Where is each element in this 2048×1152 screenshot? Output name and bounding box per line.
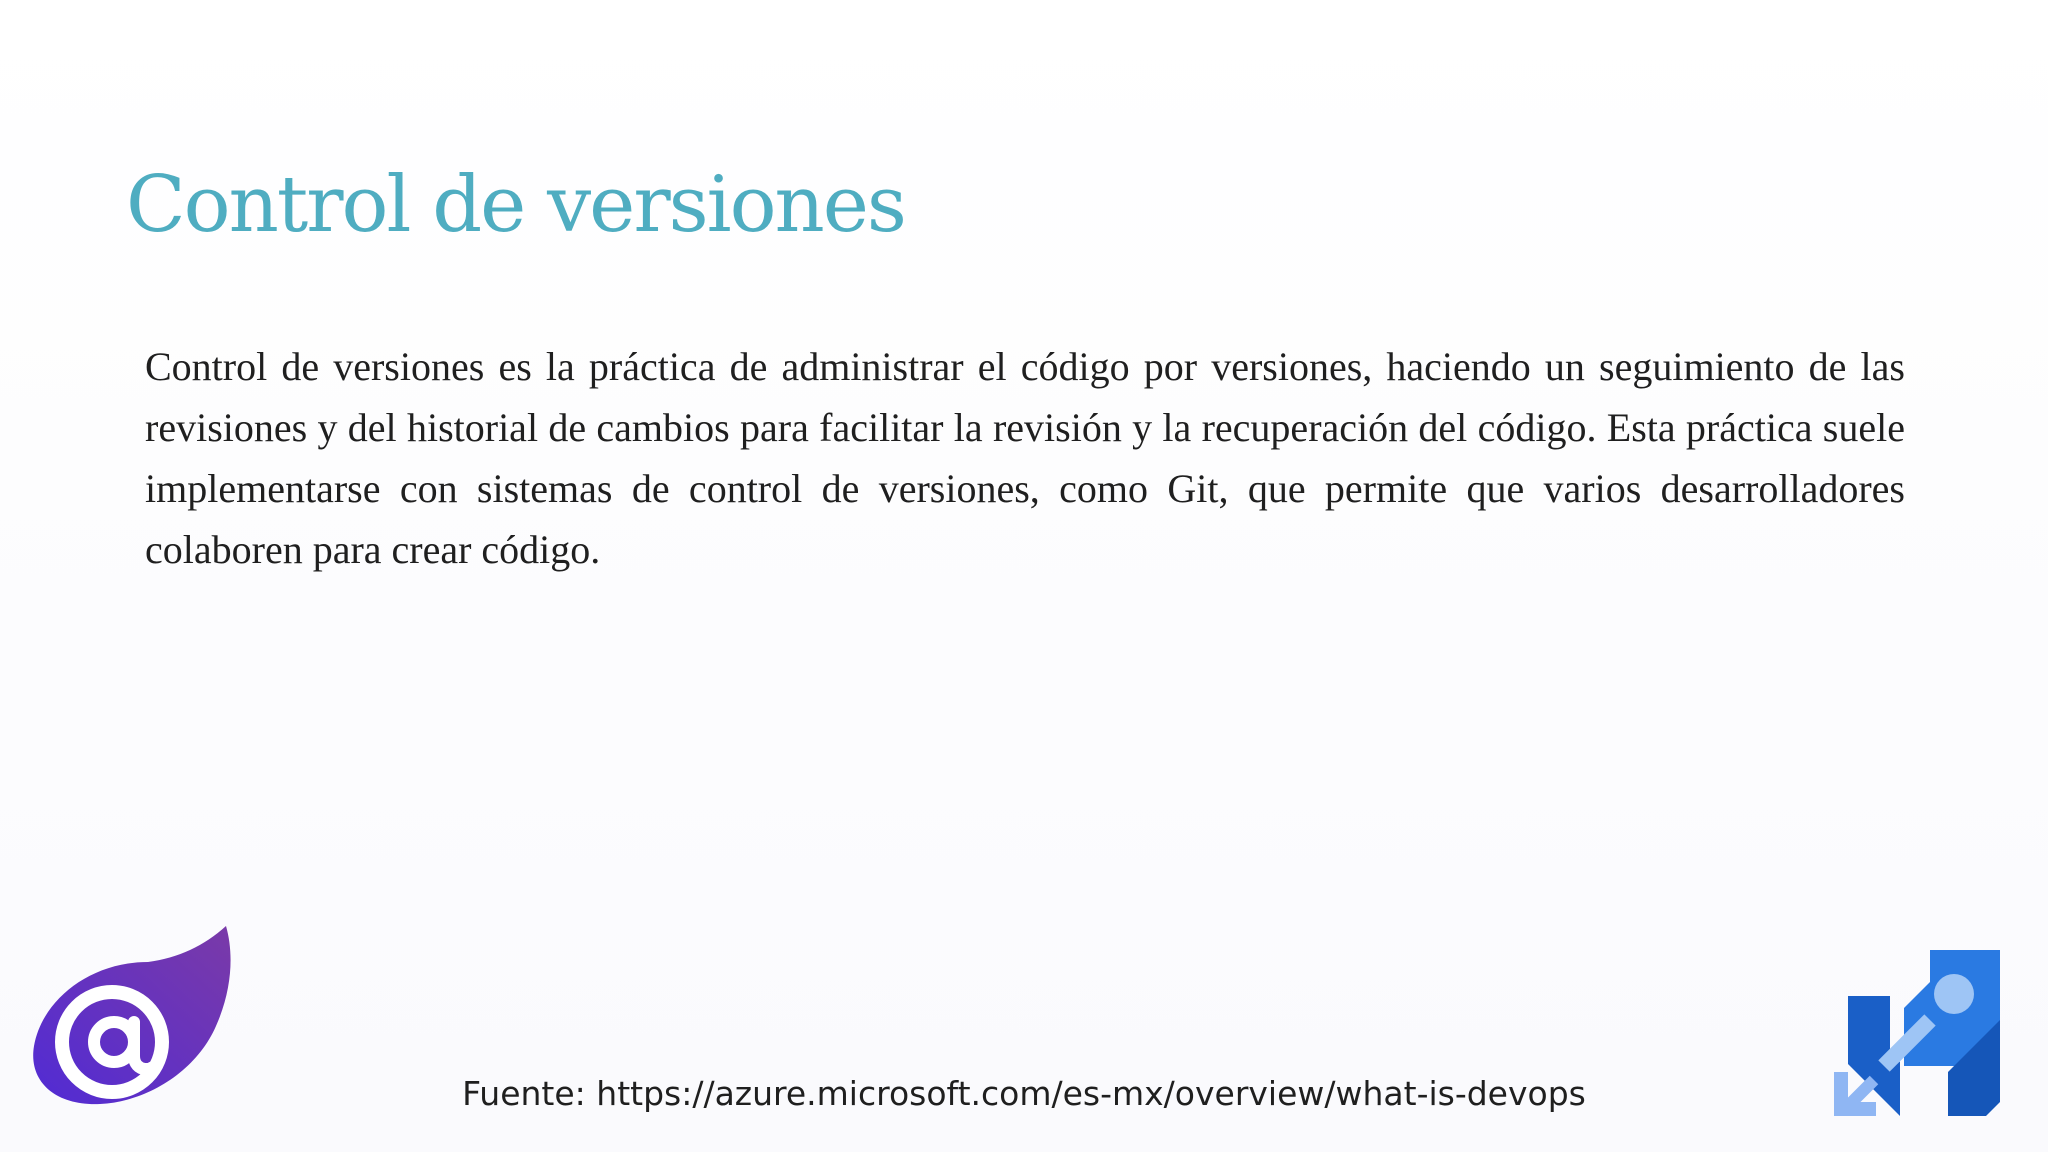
- slide-body-text: Control de versiones es la práctica de administrar el código por versiones, haciendo un seguimiento de las revisiones y del historial de cambios para facilitar la revisión y la recuperación del código. Esta práctica suele implementarse con sistemas de control de versiones, como Git, que permite que varios desarrolladores colaboren para crear código.: [145, 344, 1905, 572]
- slide-title: Control de versiones: [126, 160, 905, 250]
- blazor-logo-icon: [28, 922, 238, 1108]
- source-citation: Fuente: https://azure.microsoft.com/es-mx/overview/what-is-devops: [462, 1074, 1586, 1113]
- azure-pipelines-logo-icon: [1834, 950, 2000, 1116]
